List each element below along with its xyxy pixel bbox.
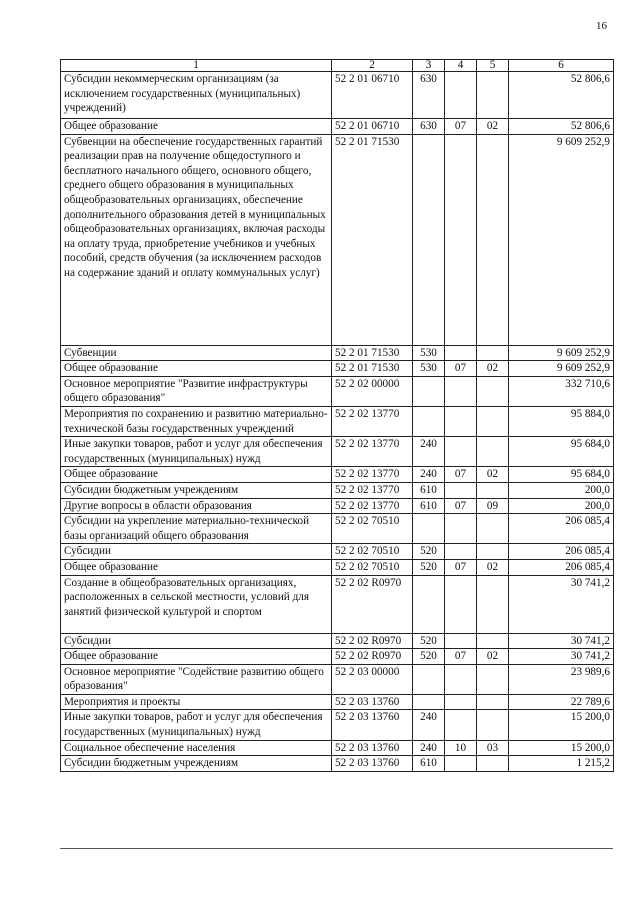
- row-subsection: [477, 664, 509, 694]
- row-amount: 206 085,4: [509, 514, 614, 544]
- row-expense-type: 530: [413, 361, 445, 377]
- row-amount: 30 741,2: [509, 633, 614, 649]
- row-amount: 30 741,2: [509, 575, 614, 633]
- row-code: 52 2 02 70510: [332, 544, 413, 560]
- row-expense-type: [413, 406, 445, 436]
- row-expense-type: 520: [413, 544, 445, 560]
- row-name: Создание в общеобразовательных организациях, расположенных в сельской местности, условий для занятий физической культурой и спортом: [61, 575, 332, 633]
- table-row: [61, 514, 614, 544]
- row-name: Иные закупки товаров, работ и услуг для обеспечения государственных (муниципальных) нужд: [61, 710, 332, 740]
- table-row: [61, 498, 614, 514]
- row-subsection: [477, 514, 509, 544]
- row-name: Иные закупки товаров, работ и услуг для обеспечения государственных (муниципальных) нужд: [61, 437, 332, 467]
- table-row: [61, 134, 614, 345]
- table-row: [61, 482, 614, 498]
- row-expense-type: 240: [413, 437, 445, 467]
- row-amount: 30 741,2: [509, 649, 614, 665]
- row-amount: 9 609 252,9: [509, 134, 614, 345]
- row-expense-type: [413, 376, 445, 406]
- column-header: 2: [332, 60, 413, 72]
- row-amount: 95 684,0: [509, 437, 614, 467]
- column-header: 3: [413, 60, 445, 72]
- row-subsection: 02: [477, 119, 509, 135]
- table-row: [61, 756, 614, 772]
- row-subsection: [477, 437, 509, 467]
- row-amount: 1 215,2: [509, 756, 614, 772]
- row-name: Общее образование: [61, 649, 332, 665]
- page-number: 16: [596, 20, 607, 32]
- budget-table: [60, 59, 614, 772]
- row-amount: 23 989,6: [509, 664, 614, 694]
- table-row: [61, 544, 614, 560]
- row-code: 52 2 02 13770: [332, 482, 413, 498]
- table-row: [61, 437, 614, 467]
- row-name: Основное мероприятие "Содействие развитию общего образования": [61, 664, 332, 694]
- row-name: Субсидии бюджетным учреждениям: [61, 482, 332, 498]
- row-amount: 206 085,4: [509, 544, 614, 560]
- row-section: [445, 514, 477, 544]
- table-header-row: [61, 60, 614, 72]
- row-code: 52 2 02 13770: [332, 498, 413, 514]
- row-section: [445, 756, 477, 772]
- row-amount: 22 789,6: [509, 694, 614, 710]
- row-subsection: [477, 72, 509, 119]
- row-code: 52 2 02 13770: [332, 437, 413, 467]
- row-subsection: [477, 633, 509, 649]
- row-name: Субсидии некоммерческим организациям (за исключением государственных (муниципальных) учреждений): [61, 72, 332, 119]
- row-code: 52 2 02 R0970: [332, 575, 413, 633]
- row-expense-type: [413, 694, 445, 710]
- column-header: 4: [445, 60, 477, 72]
- table-row: [61, 694, 614, 710]
- row-name: Субсидии бюджетным учреждениям: [61, 756, 332, 772]
- row-amount: 52 806,6: [509, 72, 614, 119]
- row-name: Субсидии: [61, 633, 332, 649]
- row-code: 52 2 03 00000: [332, 664, 413, 694]
- row-expense-type: 520: [413, 649, 445, 665]
- row-section: [445, 633, 477, 649]
- row-subsection: [477, 544, 509, 560]
- row-section: [445, 482, 477, 498]
- row-code: 52 2 02 13770: [332, 467, 413, 483]
- row-code: 52 2 01 71530: [332, 134, 413, 345]
- row-name: Общее образование: [61, 119, 332, 135]
- row-amount: 52 806,6: [509, 119, 614, 135]
- row-subsection: [477, 406, 509, 436]
- row-code: 52 2 03 13760: [332, 740, 413, 756]
- row-name: Основное мероприятие "Развитие инфраструктуры общего образования": [61, 376, 332, 406]
- row-code: 52 2 02 70510: [332, 559, 413, 575]
- row-expense-type: 610: [413, 482, 445, 498]
- row-section: 10: [445, 740, 477, 756]
- bottom-rule: [60, 848, 613, 849]
- row-name: Общее образование: [61, 361, 332, 377]
- row-code: 52 2 01 71530: [332, 345, 413, 361]
- row-expense-type: [413, 134, 445, 345]
- row-subsection: [477, 710, 509, 740]
- table-row: [61, 406, 614, 436]
- row-expense-type: [413, 664, 445, 694]
- table-row: [61, 633, 614, 649]
- row-expense-type: 530: [413, 345, 445, 361]
- row-name: Мероприятия и проекты: [61, 694, 332, 710]
- row-section: 07: [445, 119, 477, 135]
- row-code: 52 2 02 R0970: [332, 633, 413, 649]
- row-subsection: 02: [477, 649, 509, 665]
- row-amount: 95 884,0: [509, 406, 614, 436]
- row-expense-type: 520: [413, 633, 445, 649]
- row-expense-type: 630: [413, 72, 445, 119]
- row-section: 07: [445, 498, 477, 514]
- row-code: 52 2 01 06710: [332, 119, 413, 135]
- row-section: [445, 710, 477, 740]
- row-expense-type: 240: [413, 467, 445, 483]
- row-subsection: [477, 376, 509, 406]
- row-code: 52 2 02 00000: [332, 376, 413, 406]
- table-row: [61, 740, 614, 756]
- table-row: [61, 72, 614, 119]
- row-section: 07: [445, 467, 477, 483]
- row-name: Субвенции на обеспечение государственных гарантий реализации прав на получение общедоступного и бесплатного начального общего, основного общего, среднего общего образования в муниципальных общеобразовательных организациях, обеспечение дополнительного образования детей в муниципальных общеобразовательных организациях, включая расходы на оплату труда, приобретение учебников и учебных пособий, средств обучения (за исключением расходов на содержание зданий и оплату коммунальных услуг): [61, 134, 332, 345]
- row-expense-type: 610: [413, 498, 445, 514]
- row-subsection: 02: [477, 361, 509, 377]
- table-row: [61, 361, 614, 377]
- row-amount: 206 085,4: [509, 559, 614, 575]
- row-name: Общее образование: [61, 559, 332, 575]
- row-section: [445, 345, 477, 361]
- row-name: Субсидии на укрепление материально-технической базы организаций общего образования: [61, 514, 332, 544]
- row-section: [445, 406, 477, 436]
- row-expense-type: 240: [413, 710, 445, 740]
- table-row: [61, 575, 614, 633]
- row-subsection: [477, 134, 509, 345]
- row-amount: 332 710,6: [509, 376, 614, 406]
- row-code: 52 2 03 13760: [332, 694, 413, 710]
- row-expense-type: 520: [413, 559, 445, 575]
- row-amount: 9 609 252,9: [509, 345, 614, 361]
- table-row: [61, 119, 614, 135]
- table-row: [61, 559, 614, 575]
- row-subsection: [477, 575, 509, 633]
- row-amount: 200,0: [509, 482, 614, 498]
- row-amount: 9 609 252,9: [509, 361, 614, 377]
- row-subsection: [477, 345, 509, 361]
- row-amount: 95 684,0: [509, 467, 614, 483]
- row-section: [445, 437, 477, 467]
- row-code: 52 2 02 70510: [332, 514, 413, 544]
- row-code: 52 2 01 06710: [332, 72, 413, 119]
- row-subsection: 02: [477, 559, 509, 575]
- row-subsection: 09: [477, 498, 509, 514]
- row-subsection: 03: [477, 740, 509, 756]
- row-section: [445, 694, 477, 710]
- row-section: 07: [445, 559, 477, 575]
- row-section: [445, 72, 477, 119]
- row-expense-type: 610: [413, 756, 445, 772]
- row-expense-type: [413, 575, 445, 633]
- row-amount: 200,0: [509, 498, 614, 514]
- table-row: [61, 664, 614, 694]
- row-section: [445, 376, 477, 406]
- table-row: [61, 649, 614, 665]
- row-subsection: [477, 482, 509, 498]
- row-code: 52 2 02 R0970: [332, 649, 413, 665]
- row-name: Социальное обеспечение населения: [61, 740, 332, 756]
- row-name: Субвенции: [61, 345, 332, 361]
- row-code: 52 2 03 13760: [332, 710, 413, 740]
- row-amount: 15 200,0: [509, 740, 614, 756]
- column-header: 5: [477, 60, 509, 72]
- table-row: [61, 376, 614, 406]
- row-code: 52 2 01 71530: [332, 361, 413, 377]
- row-section: 07: [445, 649, 477, 665]
- row-section: 07: [445, 361, 477, 377]
- column-header: 6: [509, 60, 614, 72]
- row-subsection: 02: [477, 467, 509, 483]
- table-row: [61, 345, 614, 361]
- row-section: [445, 575, 477, 633]
- row-section: [445, 664, 477, 694]
- row-name: Мероприятия по сохранению и развитию материально-технической базы государственных учреждений: [61, 406, 332, 436]
- row-subsection: [477, 694, 509, 710]
- table-row: [61, 467, 614, 483]
- row-expense-type: 630: [413, 119, 445, 135]
- row-code: 52 2 02 13770: [332, 406, 413, 436]
- row-expense-type: 240: [413, 740, 445, 756]
- row-section: [445, 544, 477, 560]
- row-name: Другие вопросы в области образования: [61, 498, 332, 514]
- row-section: [445, 134, 477, 345]
- row-expense-type: [413, 514, 445, 544]
- row-name: Общее образование: [61, 467, 332, 483]
- table-row: [61, 710, 614, 740]
- row-code: 52 2 03 13760: [332, 756, 413, 772]
- column-header: 1: [61, 60, 332, 72]
- row-subsection: [477, 756, 509, 772]
- row-name: Субсидии: [61, 544, 332, 560]
- row-amount: 15 200,0: [509, 710, 614, 740]
